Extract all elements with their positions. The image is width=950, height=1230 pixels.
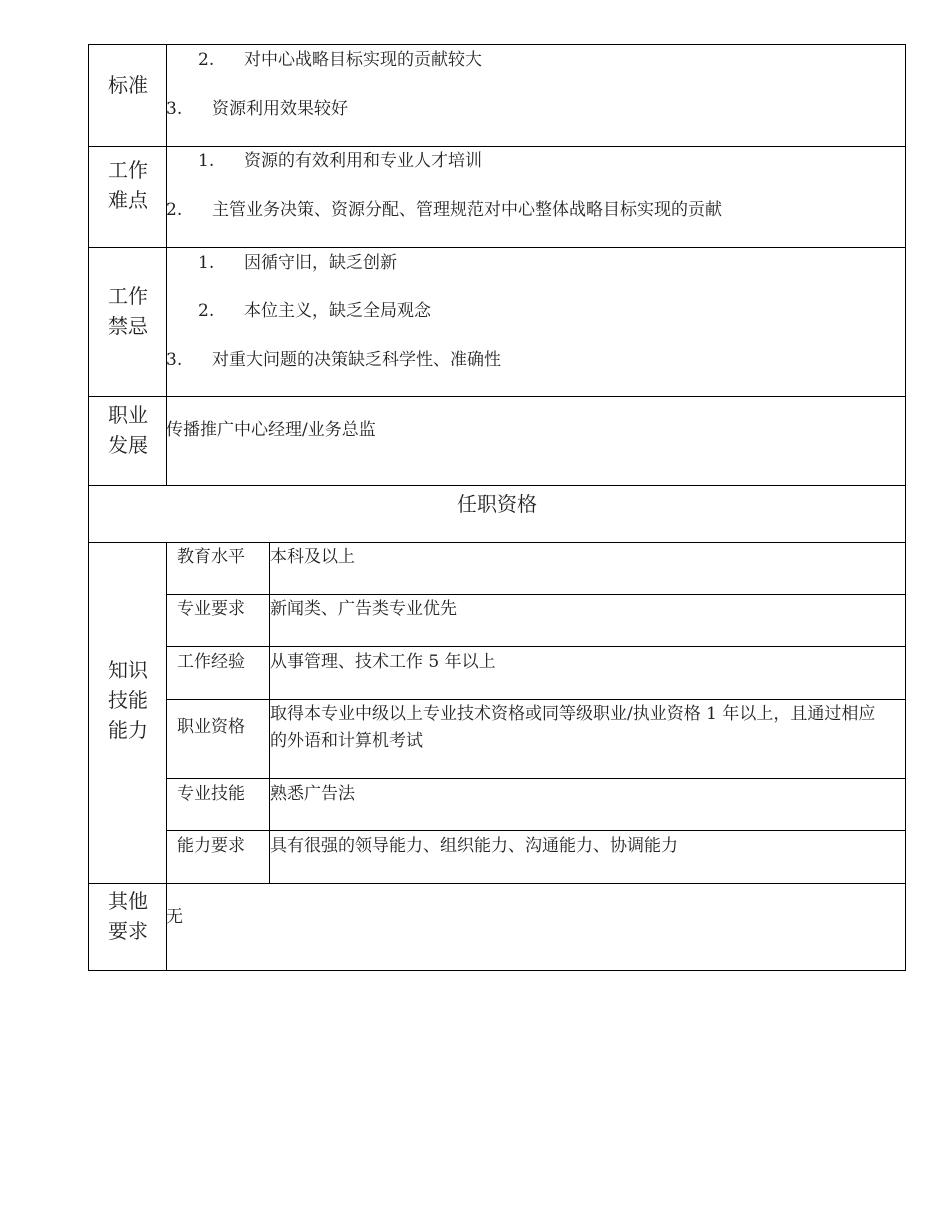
qualification-value: 熟悉广告法	[270, 784, 355, 804]
qualification-key: 工作经验	[177, 652, 245, 672]
qualification-key: 能力要求	[177, 836, 245, 856]
row-divider	[88, 146, 906, 147]
taboo-item: 1. 因循守旧，缺乏创新	[198, 253, 397, 273]
sub-row-divider	[166, 594, 906, 595]
standard-label: 标准	[108, 73, 148, 97]
career-text: 传播推广中心经理/业务总监	[166, 420, 376, 440]
sub-row-divider	[166, 830, 906, 831]
taboo-label: 工作 禁忌	[108, 284, 148, 338]
qualification-label: 知识 技能 能力	[108, 658, 148, 742]
qualification-key: 教育水平	[177, 547, 245, 567]
sub-row-divider	[166, 778, 906, 779]
qualification-value: 具有很强的领导能力、组织能力、沟通能力、协调能力	[270, 836, 678, 856]
qualification-value: 新闻类、广告类专业优先	[270, 599, 457, 619]
row-divider	[88, 396, 906, 397]
sub-row-divider	[166, 646, 906, 647]
row-divider	[88, 247, 906, 248]
sub-row-divider	[166, 699, 906, 700]
career-label: 职业 发展	[108, 403, 148, 457]
difficulty-label: 工作 难点	[108, 158, 148, 212]
taboo-item: 2. 本位主义，缺乏全局观念	[198, 301, 431, 321]
row-divider	[88, 485, 906, 486]
row-divider	[88, 883, 906, 884]
row-divider	[88, 542, 906, 543]
other-label: 其他 要求	[108, 889, 148, 943]
qualification-value: 取得本专业中级以上专业技术资格或同等级职业/执业资格 1 年以上，且通过相应的外语和计算机考试	[270, 704, 876, 751]
standard-item: 2. 对中心战略目标实现的贡献较大	[198, 50, 482, 70]
other-text: 无	[166, 907, 183, 927]
qualification-value: 从事管理、技术工作 5 年以上	[270, 652, 496, 672]
standard-item: 3. 资源利用效果较好	[166, 99, 348, 119]
qualification-key: 职业资格	[177, 717, 245, 737]
taboo-item: 3. 对重大问题的决策缺乏科学性、准确性	[166, 350, 501, 370]
difficulty-item: 2. 主管业务决策、资源分配、管理规范对中心整体战略目标实现的贡献	[166, 200, 722, 220]
qualification-key: 专业要求	[177, 599, 245, 619]
qualification-title: 任职资格	[457, 492, 537, 516]
difficulty-item: 1. 资源的有效利用和专业人才培训	[198, 151, 482, 171]
qualification-value: 本科及以上	[270, 547, 355, 567]
qualification-key: 专业技能	[177, 784, 245, 804]
